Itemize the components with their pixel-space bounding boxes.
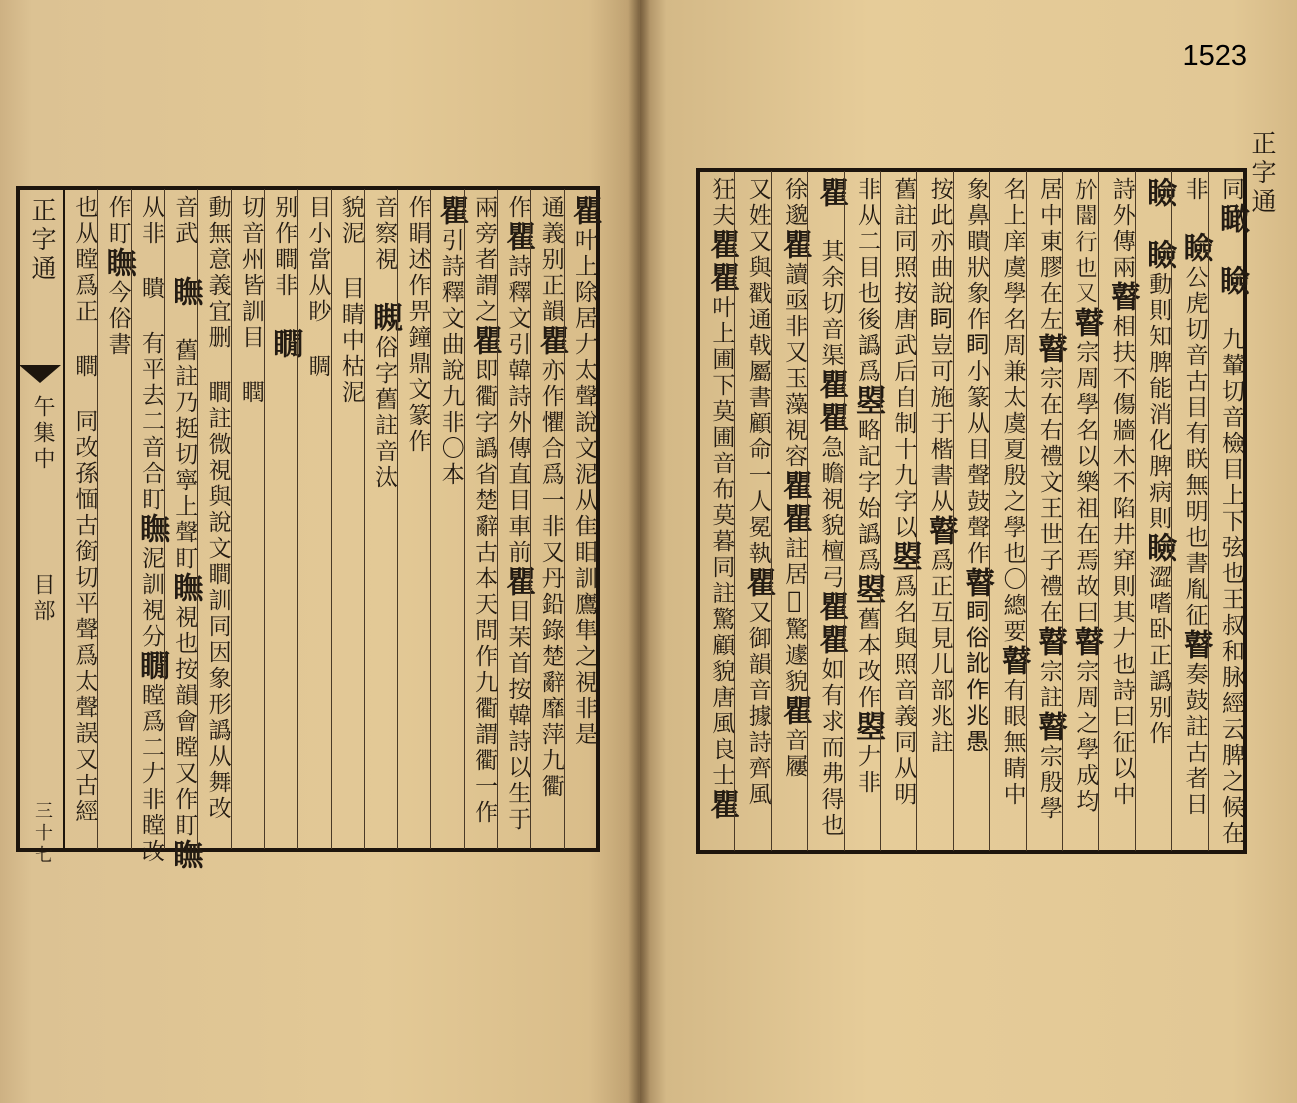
left-page-text-columns xyxy=(65,189,602,872)
book-title: 正字通 xyxy=(28,197,57,284)
text-column: 作瞿詩釋文引韓詩外傳直目車前瞿目苿首按韓詩以生于 xyxy=(497,189,530,849)
text-column: 音察視 瞡俗字舊註音汰 xyxy=(364,189,397,849)
text-column: 切音州皆訓目 瞤 xyxy=(231,189,264,849)
text-column: 从非 瞶 有平去二音合盯瞴泥訓視分瞯瞠爲二𠂇非瞠改 xyxy=(131,189,164,849)
text-column: 音武 瞴 舊註乃挺切寧上聲盯瞴視也按韻會瞠又作盯瞴 xyxy=(164,189,197,849)
text-column: 瞿叶上除居𠂇太聲說文泥从隹䀠訓鷹隼之視非是 xyxy=(564,189,597,849)
left-page-centre-strip xyxy=(19,189,65,867)
right-page-text-columns xyxy=(699,171,1249,851)
fish-tail-mark xyxy=(19,365,61,383)
text-column: 狂夫瞿瞿叶上圃下莫圃音布莫暮同註驚顧貌唐風良士瞿 xyxy=(704,177,740,822)
text-column: 象鼻瞶狀象作𥄶小篆从目聲鼓聲作瞽𥄶俗訛作兆愚 xyxy=(953,171,989,851)
text-column: 徐邈瞿讀亟非又玉藻視容瞿瞿註居𠋢驚遽貌瞿音屨 xyxy=(771,171,807,851)
text-column: 又姓又與戳通戟屬書顧命一人冕執瞿又御韻音據詩齊風 xyxy=(734,171,770,851)
text-column: 作睊述作畀鐘鼎文篆作 xyxy=(397,189,430,849)
text-column: 居中東膠在左瞽宗在右禮文王世子禮在瞽宗註瞽宗殷學 xyxy=(1026,171,1062,851)
left-page xyxy=(0,0,640,1103)
section-label: 午集中 xyxy=(30,395,55,473)
text-column: 按此亦曲說𥄶豈可施于楷書从瞽爲正互見儿部兆註 xyxy=(916,171,952,851)
text-column: 瞼 瞼動則知脾能消化脾病則瞼澀嗜卧正譌别作 xyxy=(1135,171,1171,851)
text-column: 舊註同照按唐武后自制十九字以曌爲名與照音義同从明 xyxy=(880,171,916,851)
text-column: 别作瞷非 瞯 xyxy=(264,189,297,849)
text-column: 𣃘闇行也又瞽宗周學名以樂祖在焉故曰瞽宗周之學成均 xyxy=(1062,171,1098,851)
text-column: 目小當从眇 睭 xyxy=(297,189,330,849)
right-page-frame xyxy=(696,168,1247,854)
page-number: 1523 xyxy=(1182,40,1247,72)
left-page-frame xyxy=(16,186,602,872)
text-column: 詩外傳兩瞽相扶不傷牆木不陷井穽則其𠂇也詩曰征以中 xyxy=(1098,171,1134,851)
text-column: 兩旁者謂之瞿即衢字譌省楚辭古本天問作九衢謂衢一作 xyxy=(464,189,497,849)
text-column: 瞿 其余切音渠瞿瞿急瞻視貌檀弓瞿瞿如有求而弗得也 xyxy=(807,171,843,851)
text-column: 同瞰 瞼 九輦切音檢目上下弦也王叔和脉經云脾之候在 xyxy=(1208,171,1244,851)
leaf-number: 三十七 xyxy=(32,801,53,867)
radical-label: 目部 xyxy=(30,573,55,625)
text-column: 貌泥 目睛中枯泥 xyxy=(331,189,364,849)
text-column: 作盯瞴今俗書 xyxy=(97,189,130,849)
book-gutter xyxy=(628,0,650,1103)
right-page-centre-strip xyxy=(1241,90,1297,350)
text-column: 也从瞠爲正 瞷 同改孫愐古銜切平聲爲太聲誤又古經 xyxy=(71,195,98,825)
text-column: 瞿引詩釋文曲說九非〇本 xyxy=(430,189,463,849)
text-column: 名上庠虞學名周兼太虞夏殷之學也〇總要瞽有眼無睛中 xyxy=(989,171,1025,851)
text-column: 非从二目也後譌爲曌略記字始譌爲曌舊本改作曌𠂇非 xyxy=(844,171,880,851)
text-column: 通義别正韻瞿亦作懼合爲一非又丹鉛錄楚辭靡萍九衢 xyxy=(530,189,563,849)
book-title: 正字通 xyxy=(1248,130,1277,217)
text-column: 動無意義宜删 瞷註微視與說文瞷訓同因象形譌从舞改 xyxy=(197,189,230,849)
text-column: 非 瞼公虎切音古目有眹無明也書胤征瞽奏鼓註古者日 xyxy=(1171,171,1207,851)
right-page xyxy=(640,0,1297,1103)
